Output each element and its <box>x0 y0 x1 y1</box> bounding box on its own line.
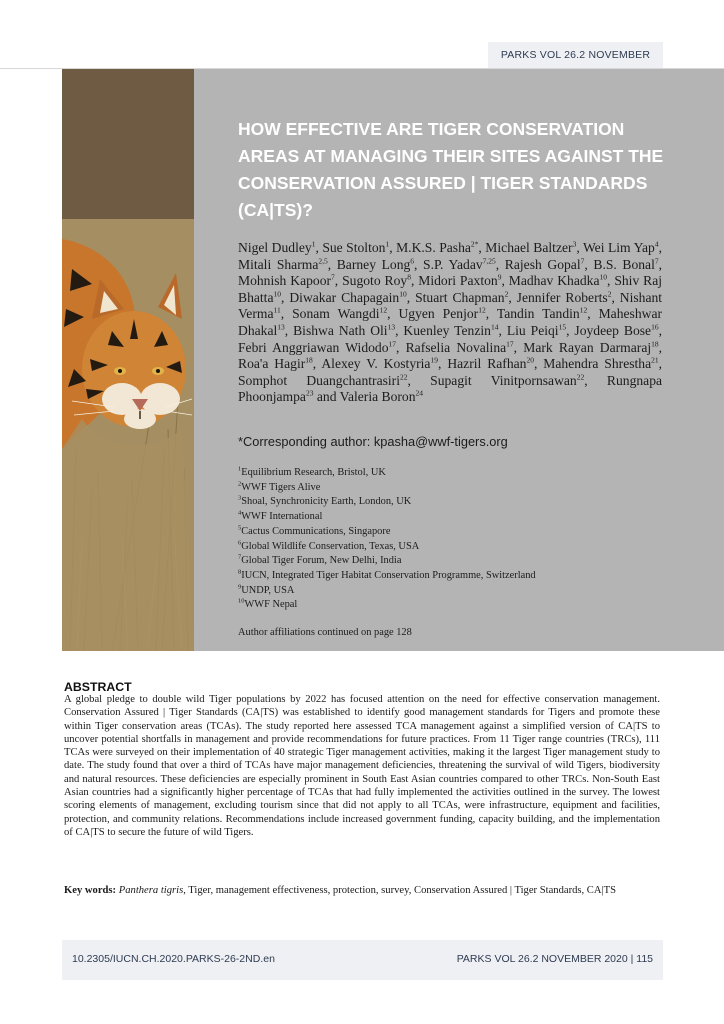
author-affiliation-marker: 12 <box>379 305 388 315</box>
author-affiliation-marker: 6 <box>410 256 415 266</box>
author-affiliation-marker: 10 <box>599 272 607 282</box>
author-affiliation-marker: 1 <box>311 239 316 249</box>
author-affiliation-marker: 13 <box>277 322 285 332</box>
affiliation-item <box>238 584 678 599</box>
author-name: B.S. Bonal <box>593 256 655 272</box>
author-affiliation-marker: 9 <box>497 272 502 282</box>
affiliation-text: UNDP, USA <box>241 584 295 596</box>
author-name: Joydeep Bose <box>574 322 652 338</box>
affiliation-number: 6 <box>238 539 242 547</box>
author-affiliation-marker: 18 <box>651 339 659 349</box>
affiliation-number: 2 <box>238 480 242 488</box>
author-affiliation-marker: 2 <box>504 289 509 299</box>
author-affiliation-marker: 10 <box>273 289 281 299</box>
journal-header-badge: PARKS VOL 26.2 NOVEMBER <box>488 42 663 68</box>
affiliation-text: WWF Tigers Alive <box>241 481 321 493</box>
author-name: M.K.S. Pasha <box>396 240 471 255</box>
author-affiliation-marker: 23 <box>305 388 314 398</box>
author-name: Tandin Tandin <box>496 306 580 322</box>
affiliation-item <box>238 481 678 496</box>
affiliation-item <box>238 495 678 510</box>
affiliation-text: WWF International <box>241 511 323 523</box>
author-affiliation-marker: 7 <box>331 272 335 282</box>
author-affiliation-marker: 24 <box>415 388 424 398</box>
author-name: Hazril Rafhan <box>447 356 527 372</box>
corresponding-author: *Corresponding author: kpasha@wwf-tigers.org <box>238 434 508 449</box>
author-name: Kuenley Tenzin <box>403 322 491 338</box>
author-affiliation-marker: 1 <box>385 239 390 249</box>
author-name: Roa'a Hagir <box>238 356 306 372</box>
author-affiliation-marker: 2 <box>607 289 612 299</box>
abstract-body: A global pledge to double wild Tiger populations by 2022 has focused attention on the need for effective conservation management. Conservation Assured | Tiger Standards (CA|TS) was established to identify good management standards for Tigers and promote these within Tiger conservation areas (TCAs). The study reported here assessed TCA management against a simplified version of CA|TS to uncover potential shortfalls in management and provide recommendations for future practices. From 11 Tiger range countries (TRCs), 111 TCAs were surveyed on their implementation of 40 strategic Tiger management activities, making it the largest Tiger management study to date. The study found that over a third of TCAs have major management deficiencies, threatening the survival of wild Tigers, biodiversity and natural resources. These deficiencies are especially prominent in South East Asian countries compared to other TRCs. Non-South East Asian countries had a significantly higher percentage of TCAs that had fully implemented the activities outlined in the survey. The lowest scoring elements of management, excluding tourism since that did not apply to all TCAs, were infrastructure, equipment and facilities, protection, and community relations. Recommendations include increased government funding, capacity building, and the implementation of CA|TS to secure the future of wild Tigers. <box>64 694 660 838</box>
author-affiliation-marker: 8 <box>407 272 411 282</box>
affiliation-text: IUCN, Integrated Tiger Habitat Conservation Programme, Switzerland <box>241 569 536 581</box>
author-affiliation-marker: 7 <box>580 256 585 266</box>
page-footer <box>62 940 663 980</box>
affiliation-item <box>238 554 678 569</box>
author-name: Midori Paxton <box>418 273 498 289</box>
author-name: Barney Long <box>336 256 411 272</box>
author-name: Ugyen Penjor <box>398 306 479 322</box>
author-affiliation-marker: 20 <box>526 355 534 365</box>
author-name: Stuart Chapman <box>415 289 505 305</box>
affiliation-number: 5 <box>238 524 242 532</box>
author-affiliation-marker: 7 <box>654 256 659 266</box>
author-name: Nishant Verma <box>238 289 663 322</box>
author-name: Shiv Raj Bhatta <box>238 273 663 305</box>
author-name: Nigel Dudley <box>238 240 312 255</box>
affiliation-number: 7 <box>238 553 242 561</box>
affiliation-number: 3 <box>238 494 242 502</box>
affiliation-number: 10 <box>238 597 245 605</box>
affiliations-continued-note: Author affiliations continued on page 128 <box>238 627 412 638</box>
author-name: Mark Rayan Darmaraj <box>523 339 652 355</box>
tiger-photo <box>62 69 194 651</box>
tiger-illustration <box>62 69 194 651</box>
author-name: Rajesh Gopal <box>504 256 581 272</box>
author-name: Valeria Boron <box>339 389 416 405</box>
affiliation-list <box>238 466 678 613</box>
keywords-species: Panthera tigris <box>118 885 184 896</box>
author-name: Sonam Wangdi <box>292 306 380 322</box>
author-name: Jennifer Roberts <box>516 289 608 305</box>
page-folio: PARKS VOL 26.2 NOVEMBER 2020 | 115 <box>456 953 653 965</box>
affiliation-item <box>238 569 678 584</box>
author-affiliation-marker: 10 <box>399 289 407 299</box>
affiliation-text: WWF Nepal <box>244 599 298 611</box>
author-affiliation-marker: 16 <box>651 322 659 332</box>
affiliation-item <box>238 598 678 613</box>
author-name: Maheshwar Dhakal <box>238 306 663 338</box>
author-affiliation-marker: 22 <box>399 372 408 382</box>
affiliation-number: 8 <box>238 568 242 576</box>
author-name: Sugoto Roy <box>342 273 408 289</box>
affiliation-text: Global Tiger Forum, New Delhi, India <box>241 555 402 567</box>
affiliation-text: Shoal, Synchronicity Earth, London, UK <box>241 496 412 508</box>
affiliation-text: Global Wildlife Conservation, Texas, USA <box>241 540 420 552</box>
affiliation-item <box>238 540 678 555</box>
author-affiliation-marker: 3 <box>572 239 577 249</box>
affiliation-item <box>238 466 678 481</box>
author-affiliation-marker: 2,5 <box>318 256 328 266</box>
author-name: Rafselia Novalina <box>405 339 507 355</box>
author-affiliation-marker: 18 <box>305 355 313 365</box>
author-name: Michael Baltzer <box>485 240 573 255</box>
author-name: Mohnish Kapoor <box>238 273 332 289</box>
keywords-label: Key words: <box>64 885 117 896</box>
author-affiliation-marker: 21 <box>651 355 659 365</box>
author-name: Mitali Sharma <box>238 256 319 272</box>
author-name: Liu Peiqi <box>506 322 559 338</box>
author-name: Madhav Khadka <box>508 273 600 289</box>
author-affiliation-marker: 17 <box>506 339 514 349</box>
author-affiliation-marker: 7,25 <box>482 256 496 266</box>
affiliation-number: 4 <box>238 509 242 517</box>
author-name: Febri Anggriawan Widodo <box>238 339 389 355</box>
author-affiliation-marker: 2* <box>470 239 479 249</box>
affiliation-text: Cactus Communications, Singapore <box>241 525 391 537</box>
keywords <box>64 884 660 898</box>
author-name: Wei Lim Yap <box>582 240 655 255</box>
author-name: Supagit Vinitpornsawan <box>430 372 577 388</box>
affiliation-text: Equilibrium Research, Bristol, UK <box>241 467 386 478</box>
author-name: Mahendra Shrestha <box>543 356 652 372</box>
author-affiliation-marker: 22 <box>576 372 585 382</box>
affiliation-number: 1 <box>238 465 242 473</box>
author-affiliation-marker: 17 <box>388 339 397 349</box>
author-affiliation-marker: 4 <box>654 239 659 249</box>
abstract-heading: ABSTRACT <box>64 680 132 694</box>
author-name: Alexey V. Kostyria <box>321 356 431 372</box>
author-name: S.P. Yadav <box>423 256 483 272</box>
author-affiliation-marker: 12 <box>478 305 486 315</box>
affiliation-item <box>238 525 678 540</box>
author-name: Sue Stolton <box>322 240 386 255</box>
author-list: Nigel Dudley$^1$, Sue Stolton$^1$, M.K.S. Pasha$^{2*}$, Michael Baltzer$^3$, Wei Lim Yap$^4$, Mitali Sharma$^{2,5}$, Barney Long$^6$, S.P. Yadav$^{7,25}$, Rajesh Gopal$^7$, B.S. Bonal$^7$, Mohnish Kapoor$^7$, Sugoto Roy$^8$, Midori Paxton$^9$, Madhav Khadka$^{10}$, Shiv Raj Bhatta$^{10}$, Diwakar Chapagain$^{10}$, Stuart Chapman$^2$, Jennifer Roberts$^2$, Nishant Verma$^{11}$, Sonam Wangdi$^{12}$, Ugyen Penjor$^{12}$, Tandin Tandin$^{12}$, Maheshwar Dhakal$^{13}$, Bishwa Nath Oli$^{13}$, Kuenley Tenzin$^{14}$, Liu Peiqi$^{15}$, Joydeep Bose$^{16}$, Febri Anggriawan Widodo$^{17}$, Rafselia Novalina$^{17}$, Mark Rayan Darmaraj$^{18}$, Roa'a Hagir$^{18}$, Alexey V. Kostyria$^{19}$, Hazril Rafhan$^{20}$, Mahendra Shrestha$^{21}$, Somphot Duangchantrasiri$^{22}$, Supagit Vinitpornsawan$^{22}$, Rungnapa Phoonjampa$^{23}$ and Valeria Boron$^{24}$ <box>238 239 663 405</box>
author-affiliation-marker: 13 <box>387 322 396 332</box>
author-affiliation-marker: 11 <box>273 305 281 315</box>
keywords-list: , Tiger, management effectiveness, protection, survey, Conservation Assured | Tiger Standards, CA|TS <box>183 885 617 896</box>
author-name: Rungnapa Phoonjampa <box>238 372 663 405</box>
author-affiliation-marker: 15 <box>558 322 567 332</box>
author-affiliation-marker: 19 <box>430 355 438 365</box>
doi-link[interactable]: 10.2305/IUCN.CH.2020.PARKS-26-2ND.en <box>72 953 275 965</box>
author-affiliation-marker: 12 <box>579 305 588 315</box>
author-affiliation-marker: 14 <box>490 322 499 332</box>
affiliation-number: 9 <box>238 583 242 591</box>
author-name: Bishwa Nath Oli <box>293 322 388 338</box>
affiliation-item <box>238 510 678 525</box>
article-title: HOW EFFECTIVE ARE TIGER CONSERVATION AREAS AT MANAGING THEIR SITES AGAINST THE CONSERVATION ASSURED | TIGER STANDARDS (CA|TS)? <box>238 119 664 220</box>
author-name: Diwakar Chapagain <box>289 289 400 305</box>
author-name: Somphot Duangchantrasiri <box>238 372 400 388</box>
